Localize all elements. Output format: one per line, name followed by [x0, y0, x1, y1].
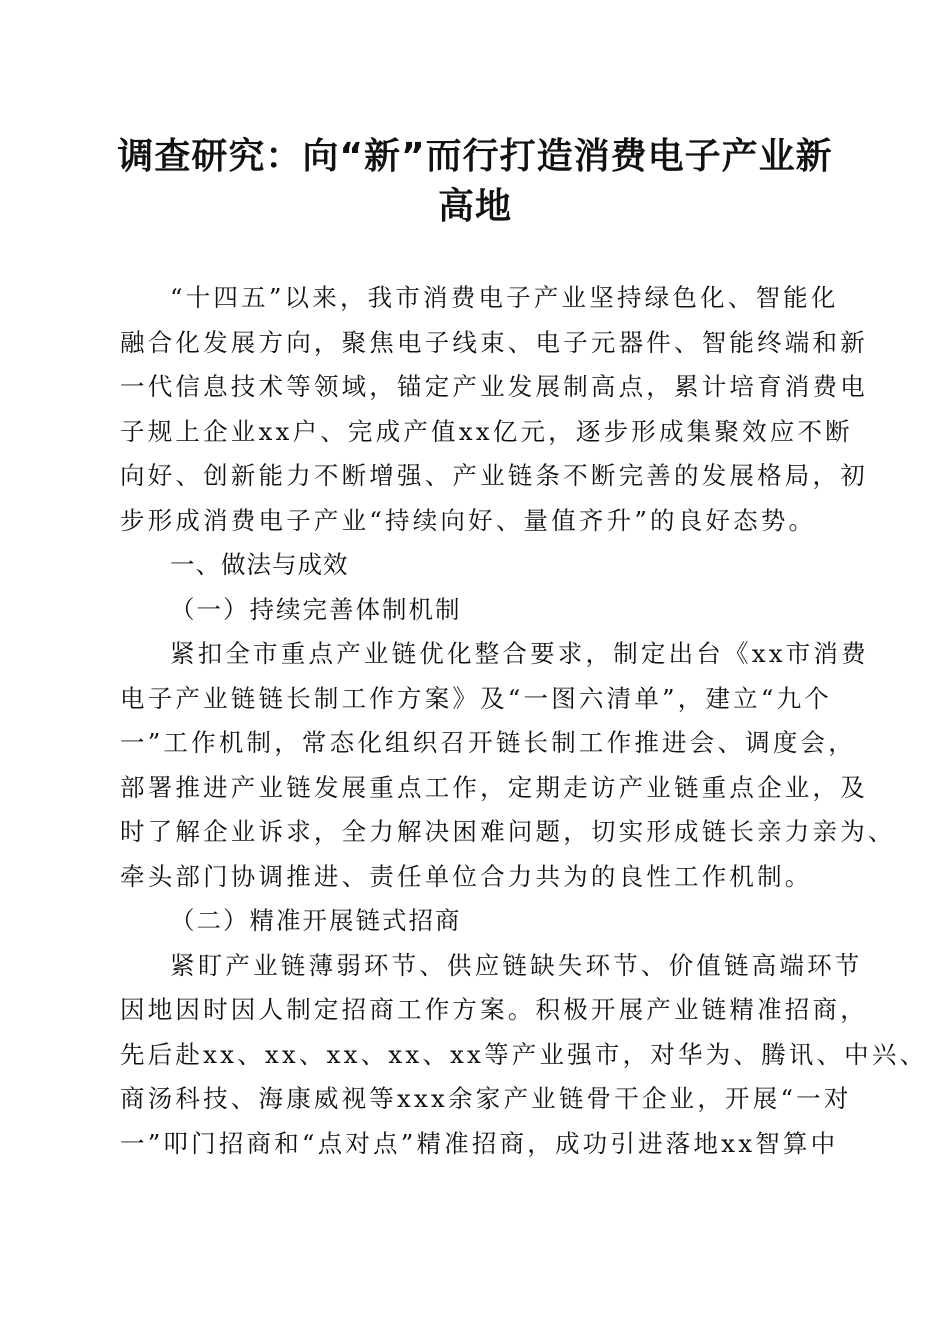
- document-body: [120, 276, 928, 1166]
- paragraph-line: 因地因时因人制定招商工作方案。积极开展产业链精准招商，: [120, 995, 868, 1024]
- title-line: 调查研究：向“新”而行打造消费电子产业新: [117, 136, 833, 177]
- subsection-paragraph: [120, 632, 896, 899]
- paragraph-line: 一”叩门招商和“点对点”精准招商，成功引进落地xx智算中: [120, 1128, 839, 1158]
- section-heading: 一、做法与成效: [170, 550, 349, 579]
- paragraph-line: 向好、创新能力不断增强、产业链条不断完善的发展格局，初: [120, 461, 868, 490]
- title-line: 高地: [437, 186, 512, 227]
- paragraph-line: 紧盯产业链薄弱环节、供应链缺失环节、价值链高端环节: [170, 950, 863, 980]
- paragraph-line: 牵头部门协调推进、责任单位合力共为的良性工作机制。: [120, 861, 813, 891]
- subsection-heading: （二）精准开展链式招商: [170, 906, 462, 935]
- paragraph-line: 时了解企业诉求，全力解决困难问题，切实形成链长亲力亲为、: [120, 817, 896, 846]
- paragraph-line: 电子产业链链长制工作方案》及“一图六清单”，建立“九个: [120, 683, 832, 713]
- paragraph-line: “十四五”以来，我市消费电子产业坚持绿色化、智能化: [170, 283, 839, 312]
- paragraph-line: 紧扣全市重点产业链优化整合要求，制定出台《xx市消费: [170, 639, 869, 668]
- subsection-heading: （一）持续完善体制机制: [170, 594, 462, 624]
- subsection-paragraph: [120, 944, 928, 1167]
- paragraph-line: 先后赴xx、xx、xx、xx、xx等产业强市，对华为、腾讯、中兴、: [120, 1039, 928, 1069]
- document-title: [110, 132, 840, 232]
- paragraph-line: 子规上企业xx户、完成产值xx亿元，逐步形成集聚效应不断: [120, 416, 853, 446]
- paragraph-line: 一代信息技术等领域，锚定产业发展制高点，累计培育消费电: [120, 372, 868, 401]
- paragraph-line: 部署推进产业链发展重点工作，定期走访产业链重点企业，及: [120, 772, 868, 802]
- paragraph-line: 融合化发展方向，聚焦电子线束、电子元器件、智能终端和新: [120, 327, 868, 357]
- paragraph-line: 一”工作机制，常态化组织召开链长制工作推进会、调度会，: [120, 728, 856, 757]
- paragraph-line: 商汤科技、海康威视等xxx余家产业链骨干企业，开展“一对: [120, 1084, 852, 1113]
- intro-paragraph: [120, 276, 868, 543]
- paragraph-line: 步形成消费电子产业“持续向好、量值齐升”的良好态势。: [120, 505, 817, 535]
